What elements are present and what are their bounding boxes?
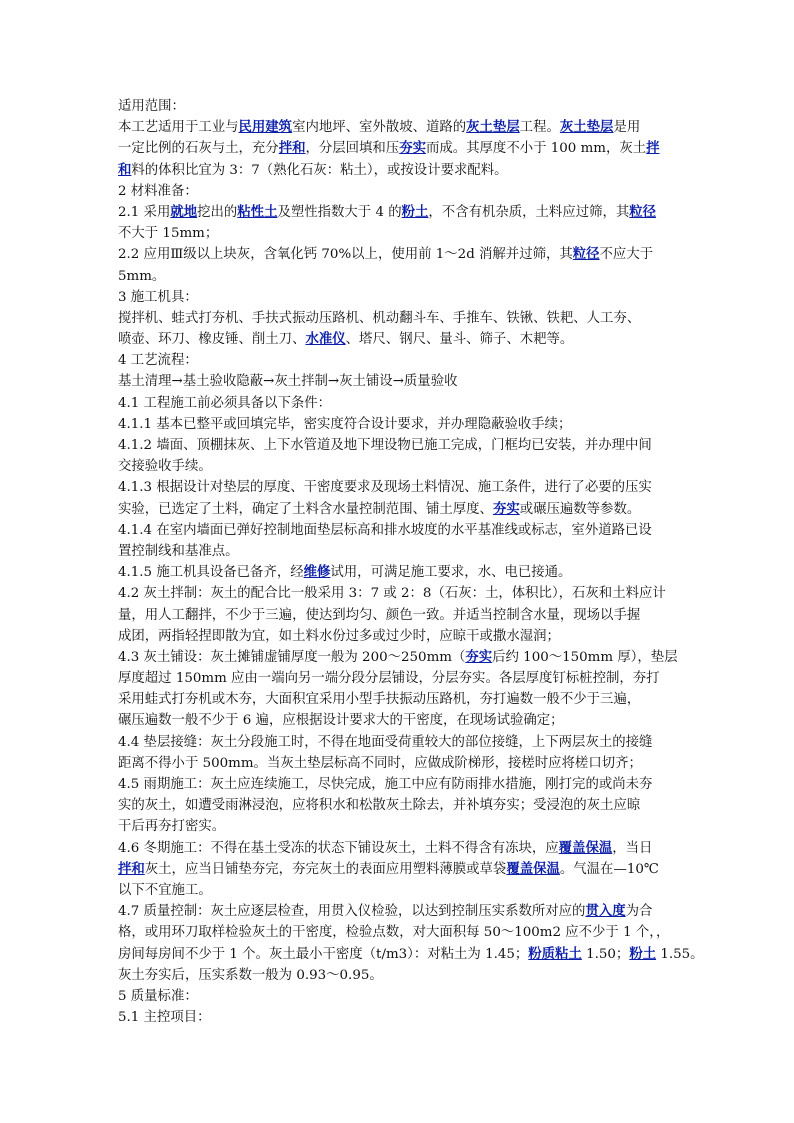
text-line — [118, 626, 684, 647]
text-line — [118, 562, 684, 583]
text-segment: 5 质量标准： — [118, 988, 198, 1004]
text-segment: 干后再夯打密实。 — [118, 819, 226, 835]
text-segment: ，当日 — [612, 840, 653, 856]
text-line — [118, 308, 684, 329]
text-segment: 不应大于 — [599, 247, 654, 263]
text-line — [118, 160, 684, 181]
text-line — [118, 117, 684, 138]
keyword-link[interactable]: 夯实 — [492, 500, 520, 517]
text-segment: 挖出的 — [197, 204, 238, 220]
text-line — [118, 859, 684, 880]
text-segment: 4.1.5 施工机具设备已备齐，经 — [118, 565, 304, 581]
text-line — [118, 986, 684, 1007]
text-segment: 3 施工机具： — [118, 289, 198, 305]
text-line — [118, 223, 684, 244]
keyword-link[interactable]: 就地 — [170, 203, 198, 220]
text-segment: 、塔尺、钢尺、量斗、筛子、木耙等。 — [345, 332, 574, 348]
text-line — [118, 244, 684, 265]
keyword-link[interactable]: 和 — [118, 161, 132, 178]
text-segment: 料的体积比宜为 3：7（熟化石灰：粘土），或按设计要求配料。 — [131, 162, 508, 178]
text-line — [118, 838, 684, 859]
text-line — [118, 689, 684, 710]
text-segment: 灰土，应当日铺垫夯完，夯完灰土的表面应用塑料薄膜或草袋 — [144, 861, 507, 877]
text-segment: 适用范围： — [118, 99, 185, 114]
text-segment: 2 材料准备： — [118, 183, 198, 199]
text-line — [118, 202, 684, 223]
text-segment: 喷壶、环刀、橡皮锤、削土刀、 — [118, 332, 306, 348]
keyword-link[interactable]: 粉土 — [629, 945, 657, 962]
text-line — [118, 774, 684, 795]
text-line — [118, 477, 684, 498]
text-line — [118, 393, 684, 414]
text-line — [118, 138, 684, 159]
text-line — [118, 605, 684, 626]
text-segment: 以下不宜施工。 — [118, 882, 212, 898]
text-line — [118, 181, 684, 202]
text-segment: 2.1 采用 — [118, 204, 171, 220]
text-segment: 4.4 垫层接缝：灰土分段施工时，不得在地面受荷重较大的部位接缝，上下两层灰土的接缝 — [118, 734, 653, 750]
keyword-link[interactable]: 灰土垫层 — [559, 119, 614, 136]
text-line — [118, 541, 684, 562]
text-segment: 4.5 雨期施工：灰土应连续施工，尽快完成，施工中应有防雨排水措施，刚打完的或尚未夯 — [118, 777, 653, 792]
text-line — [118, 583, 684, 604]
text-line — [118, 456, 684, 477]
text-segment: 实验，已选定了土料，确定了土料含水量控制范围、铺土厚度、 — [118, 501, 493, 517]
text-line — [118, 795, 684, 816]
text-segment: 成团，两指轻捏即散为宜，如土料水份过多或过少时，应晾干或撒水湿润； — [118, 628, 560, 644]
text-line — [118, 816, 684, 837]
text-segment: 灰土夯实后，压实系数一般为 0.93～0.95。 — [118, 967, 383, 983]
text-line — [118, 965, 684, 986]
text-segment: 交接验收手续。 — [118, 459, 212, 475]
text-line — [118, 901, 684, 922]
text-line — [118, 435, 684, 456]
text-segment: 为合 — [625, 904, 653, 920]
keyword-link[interactable]: 民用建筑 — [238, 119, 293, 136]
text-segment: 量，用人工翻拌，不少于三遍，使达到均匀、颜色一致。并适当控制含水量，现场以手握 — [118, 607, 641, 623]
text-line — [118, 329, 684, 350]
text-segment: 采用蛙式打夯机或木夯，大面积宜采用小型手扶振动压路机，夯打遍数一般不少于三遍， — [118, 692, 641, 708]
text-line — [118, 922, 684, 943]
keyword-link[interactable]: 水准仪 — [305, 331, 346, 348]
text-segment: 本工艺适用于工业与 — [118, 120, 239, 136]
text-segment: 房间每房间不少于 1 个。灰土最小干密度（t/m3）：对粘土为 1.45； — [118, 946, 529, 962]
text-line — [118, 371, 684, 392]
text-segment: 格，或用环刀取样检验灰土的干密度，检验点数，对大面积每 50～100m2 应不少于 1 个，， — [118, 925, 670, 941]
keyword-link[interactable]: 拌 — [646, 140, 660, 157]
text-line — [118, 499, 684, 520]
text-segment: 实的灰土，如遭受雨淋浸泡，应将积水和松散灰土除去，并补填夯实；受浸泡的灰土应晾 — [118, 798, 641, 814]
text-line — [118, 944, 704, 965]
text-segment: 4.1 工程施工前必须具备以下条件： — [118, 395, 332, 411]
text-line — [118, 414, 684, 435]
keyword-link[interactable]: 夯实 — [465, 648, 493, 665]
text-segment: 置控制线和基准点。 — [118, 543, 239, 559]
text-segment: 4.1.3 根据设计对垫层的厚度、干密度要求及现场土料情况、施工条件，进行了必要的压实 — [118, 480, 652, 496]
keyword-link[interactable]: 灰土垫层 — [466, 119, 520, 136]
text-line — [118, 287, 684, 308]
text-segment: 1.50； — [581, 946, 630, 962]
keyword-link[interactable]: 粉土 — [401, 203, 429, 220]
text-segment: 。气温在—10℃ — [559, 861, 659, 877]
text-segment: 4.2 灰土拌制：灰土的配合比一般采用 3：7 或 2：8（石灰：土，体积比），石灰和土料应计 — [118, 586, 666, 602]
text-segment: 1.55。 — [656, 946, 704, 962]
text-segment: 4.1.4 在室内墙面已弹好控制地面垫层标高和排水坡度的水平基准线或标志，室外道路已设 — [118, 522, 652, 538]
keyword-link[interactable]: 粒径 — [629, 203, 657, 220]
text-segment: 4 工艺流程： — [118, 353, 198, 369]
text-segment: 碾压遍数一般不少于 6 遍，应根据设计要求大的干密度，在现场试验确定； — [118, 713, 564, 729]
text-line — [118, 880, 684, 901]
text-segment: 4.6 冬期施工：不得在基土受冻的状态下铺设灰土，土料不得含有冻块，应 — [118, 840, 559, 856]
text-segment: 不大于 15mm； — [118, 226, 219, 242]
text-line — [118, 350, 684, 371]
text-segment: 工程。 — [519, 120, 560, 136]
text-segment: 5.1 主控项目： — [118, 1010, 211, 1026]
keyword-link[interactable]: 粒径 — [572, 246, 600, 263]
text-segment: 室内地坪、室外散坡、道路的 — [292, 120, 467, 136]
text-segment: 后约 100～150mm 厚），垫层 — [492, 649, 678, 665]
keyword-link[interactable]: 拌和 — [278, 140, 306, 157]
text-line — [118, 710, 684, 731]
text-segment: 试用，可满足施工要求，水、电已接通。 — [330, 565, 572, 581]
keyword-link[interactable]: 粘性土 — [237, 203, 278, 220]
keyword-link[interactable]: 覆盖 — [558, 839, 586, 856]
text-segment: 4.1.2 墙面、顶棚抹灰、上下水管道及地下埋设物已施工完成，门框均已安装，并办理中间 — [118, 438, 652, 453]
text-segment: 2.2 应用Ⅲ级以上块灰，含氧化钙 70%以上，使用前 1～2d 消解并过筛，其 — [118, 247, 573, 263]
text-segment: 或碾压遍数等参数。 — [519, 501, 641, 517]
document-body — [118, 96, 704, 1028]
text-segment: ，不含有机杂质，土料应过筛，其 — [428, 204, 630, 220]
text-segment: 搅拌机、蛙式打夯机、手扶式振动压路机、机动翻斗车、手推车、铁锹、铁耙、人工夯、 — [118, 310, 641, 326]
keyword-link[interactable]: 贯入度 — [585, 903, 626, 920]
text-segment: 及塑性指数大于 4 的 — [277, 204, 402, 220]
text-segment: 距离不得小于 500mm。当灰土垫层标高不同时，应做成阶梯形，接槎时应将槎口切齐； — [118, 755, 642, 771]
text-segment: 5mm。 — [118, 268, 166, 284]
text-segment: 4.1.1 基本已整平或回填完毕，密实度符合设计要求，并办理隐蔽验收手续； — [118, 416, 572, 432]
text-segment: 是用 — [613, 120, 641, 136]
text-line — [118, 96, 684, 117]
text-line — [118, 668, 684, 689]
text-line — [118, 647, 684, 668]
text-segment: 一定比例的石灰与土，充分 — [118, 141, 279, 157]
text-segment: ，分层回填和压 — [305, 141, 400, 157]
text-line — [118, 753, 684, 774]
text-segment: 而成。其厚度不小于 100 mm，灰土 — [425, 141, 647, 157]
keyword-link[interactable]: 夯实 — [399, 140, 426, 157]
keyword-link[interactable]: 保温 — [585, 839, 613, 856]
text-line — [118, 266, 684, 287]
text-segment: 4.7 质量控制：灰土应逐层检查，用贯入仪检验，以达到控制压实系数所对应的 — [118, 904, 586, 920]
keyword-link[interactable]: 覆盖 — [506, 860, 534, 877]
text-line — [118, 520, 684, 541]
text-line — [118, 1007, 684, 1028]
text-line — [118, 732, 684, 753]
keyword-link[interactable]: 拌和 — [118, 860, 145, 877]
text-segment: 4.3 灰土铺设：灰土摊铺虚铺厚度一般为 200～250mm（ — [118, 649, 466, 665]
text-segment: 基土清理→基土验收隐蔽→灰土拌制→灰土铺设→质量验收 — [118, 374, 458, 390]
keyword-link[interactable]: 维修 — [303, 564, 331, 581]
text-segment: 厚度超过 150mm 应由一端向另一端分段分层铺设，分层夯实。各层厚度钉标桩控制，夯打 — [118, 671, 660, 687]
keyword-link[interactable]: 粉质粘土 — [528, 945, 582, 962]
keyword-link[interactable]: 保温 — [533, 860, 560, 877]
